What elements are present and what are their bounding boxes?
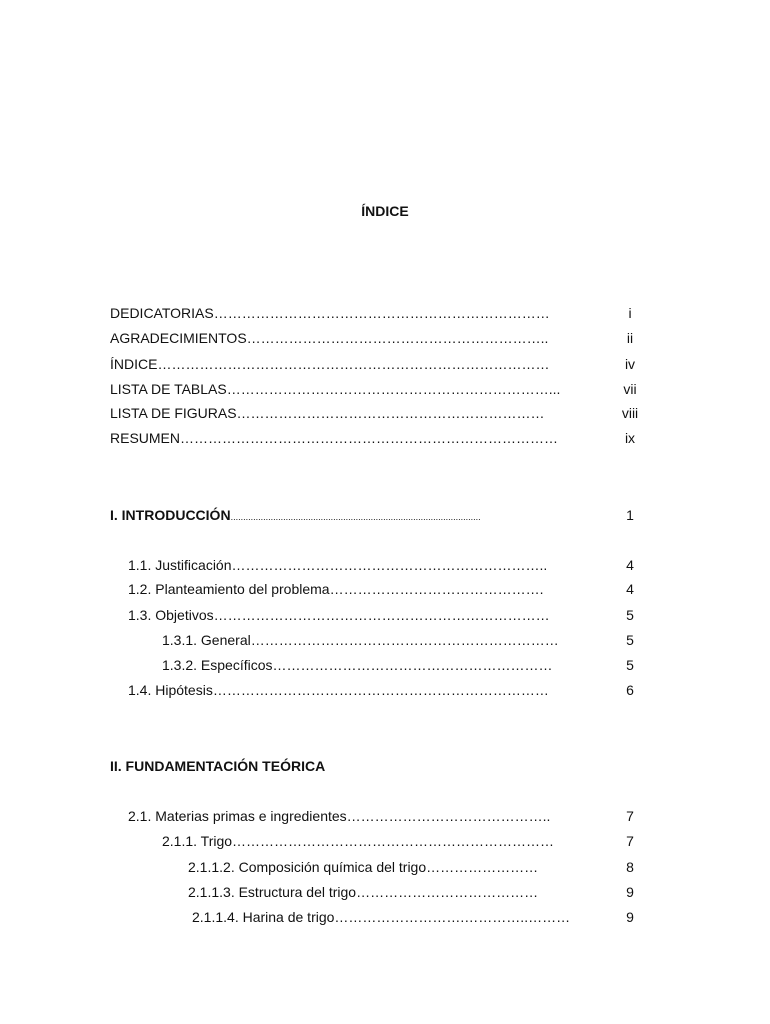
toc-entry-label: ÍNDICE………………………………………………………………………… (110, 356, 550, 372)
toc-entry-page: 6 (626, 682, 634, 698)
toc-entry-page: 5 (626, 607, 634, 623)
toc-entry-label: 1.3.1. General………………………………………………………… (162, 632, 559, 648)
toc-entry-2-1-1-3 (0, 882, 770, 902)
toc-entry-page: vii (623, 381, 637, 397)
chapter-heading: II. FUNDAMENTACIÓN TEÓRICA (110, 758, 326, 774)
toc-entry-indice (0, 354, 770, 374)
toc-entry-1-1 (0, 555, 770, 575)
toc-entry-page: viii (621, 405, 639, 421)
toc-chapter-1-label (110, 505, 481, 527)
toc-entry-resumen (0, 428, 770, 448)
toc-entry-label: 2.1.1. Trigo…………………………………………………………… (162, 833, 555, 849)
toc-entry-page: iv (624, 356, 636, 372)
toc-entry-page: 4 (626, 581, 634, 597)
toc-chapter-2 (0, 756, 770, 776)
toc-entry-label: 2.1. Materias primas e ingredientes…………………………………….. (128, 808, 551, 824)
toc-entry-1-2 (0, 579, 770, 599)
toc-entry-page: 5 (626, 632, 634, 648)
toc-entry-1-4 (0, 680, 770, 700)
toc-entry-page: ii (626, 330, 634, 346)
toc-entry-page: 5 (626, 657, 634, 673)
index-title: ÍNDICE (361, 203, 409, 219)
toc-entry-page: 7 (626, 833, 634, 849)
toc-entry-page: 8 (626, 859, 634, 875)
toc-entry-2-1 (0, 806, 770, 826)
toc-entry-page: 9 (626, 884, 634, 900)
toc-entry-page: 4 (626, 557, 634, 573)
toc-chapter-1 (0, 505, 770, 525)
toc-entry-label: DEDICATORIAS……………………………………………………………… (110, 305, 550, 321)
toc-entry-page: i (628, 305, 632, 321)
toc-entry-1-3 (0, 605, 770, 625)
toc-entry-label: 1.3. Objetivos……………………………………………………………… (128, 607, 550, 623)
toc-entry-label: LISTA DE FIGURAS………………………………………………………… (110, 405, 545, 421)
toc-entry-lista-figuras (0, 403, 770, 423)
toc-entry-agradecimientos (0, 328, 770, 348)
toc-entry-label: 1.4. Hipótesis……………………………………………………………… (128, 682, 549, 698)
toc-entry-2-1-1-4 (0, 907, 770, 927)
toc-entry-label: 1.1. Justificación………………………………………………………….. (128, 557, 548, 573)
toc-entry-page: 1 (626, 507, 634, 523)
dot-leader: .................................................................................................... (230, 512, 481, 522)
toc-entry-2-1-1 (0, 831, 770, 851)
toc-entry-1-3-1 (0, 630, 770, 650)
toc-entry-label: 1.3.2. Específicos…………………………………………………… (162, 657, 553, 673)
toc-entry-page: 9 (626, 909, 634, 925)
toc-entry-page: ix (624, 430, 636, 446)
toc-entry-label: 2.1.1.4. Harina de trigo……………………….…………..……… (192, 909, 571, 925)
toc-entry-label: AGRADECIMIENTOS……………………………………………………….. (110, 330, 549, 346)
toc-entry-label: RESUMEN……………………………………………………………………… (110, 430, 559, 446)
toc-entry-label: 2.1.1.3. Estructura del trigo………………………………… (188, 884, 539, 900)
toc-entry-label: 2.1.1.2. Composición química del trigo…………………… (188, 859, 539, 875)
toc-entry-2-1-1-2 (0, 857, 770, 877)
toc-entry-1-3-2 (0, 655, 770, 675)
toc-entry-lista-tablas (0, 379, 770, 399)
toc-entry-label: 1.2. Planteamiento del problema………………………………………. (128, 581, 544, 597)
chapter-heading: I. INTRODUCCIÓN (110, 507, 231, 523)
toc-entry-label: LISTA DE TABLAS……………………………………………………………... (110, 381, 561, 397)
toc-entry-page: 7 (626, 808, 634, 824)
toc-entry-dedicatorias (0, 303, 770, 323)
